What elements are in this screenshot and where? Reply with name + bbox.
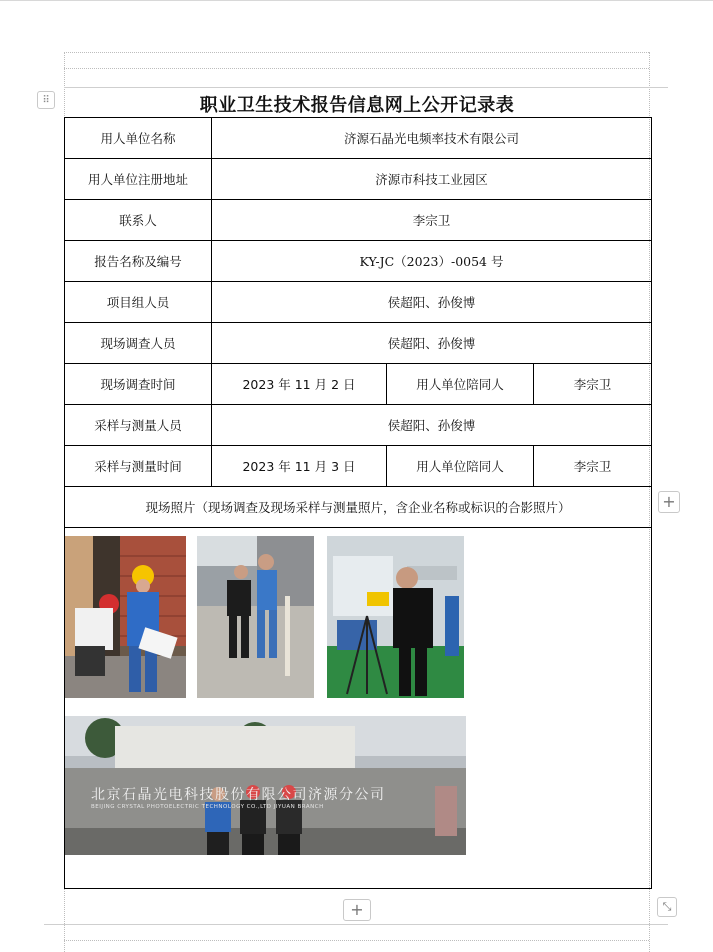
survey-staff-value[interactable]: 侯超阳、孙俊博 [212, 323, 652, 364]
table-row [65, 528, 652, 889]
unit-address-label: 用人单位注册地址 [65, 159, 212, 200]
photos-heading: 现场照片（现场调查及现场采样与测量照片，含企业名称或标识的合影照片） [65, 487, 652, 528]
survey-staff-label: 现场调查人员 [65, 323, 212, 364]
sampling-staff-label: 采样与测量人员 [65, 405, 212, 446]
table-row [65, 118, 652, 159]
sampling-time-label: 采样与测量时间 [65, 446, 212, 487]
team-value[interactable]: 侯超阳、孙俊博 [212, 282, 652, 323]
sampling-staff-value[interactable]: 侯超阳、孙俊博 [212, 405, 652, 446]
table-row [65, 405, 652, 446]
resize-icon: ⤡ [662, 900, 672, 913]
sign-text: 北京石晶光电科技股份有限公司济源分公司 [91, 787, 386, 803]
table-row [65, 282, 652, 323]
drag-handle-icon: ⠿ [42, 94, 50, 106]
plus-icon: + [662, 492, 676, 511]
page-guide-top [64, 52, 649, 53]
table-row [65, 241, 652, 282]
site-photo-3[interactable] [327, 536, 464, 698]
table-row [65, 446, 652, 487]
sampling-companion-value[interactable]: 李宗卫 [534, 446, 652, 487]
contact-value[interactable]: 李宗卫 [212, 200, 652, 241]
add-row-button[interactable] [343, 899, 371, 921]
editor-top-border [0, 0, 713, 1]
survey-companion-value[interactable]: 李宗卫 [534, 364, 652, 405]
unit-address-value[interactable]: 济源市科技工业园区 [212, 159, 652, 200]
team-label: 项目组人员 [65, 282, 212, 323]
site-photo-1[interactable] [65, 536, 186, 698]
survey-time-label: 现场调查时间 [65, 364, 212, 405]
sampling-time-value[interactable]: 2023 年 11 月 3 日 [212, 446, 387, 487]
page-guide-bottom-2 [64, 940, 649, 941]
sampling-companion-label: 用人单位陪同人 [387, 446, 534, 487]
table-row [65, 487, 652, 528]
contact-label: 联系人 [65, 200, 212, 241]
record-table [64, 117, 652, 889]
unit-name-value[interactable]: 济源石晶光电频率技术有限公司 [212, 118, 652, 159]
site-photo-2[interactable] [197, 536, 314, 698]
plus-icon: + [350, 900, 364, 919]
table-drag-handle[interactable] [37, 91, 55, 109]
table-row [65, 159, 652, 200]
table-row [65, 323, 652, 364]
table-row [65, 364, 652, 405]
unit-name-label: 用人单位名称 [65, 118, 212, 159]
survey-time-value[interactable]: 2023 年 11 月 2 日 [212, 364, 387, 405]
sign-subtext: BEIJING CRYSTAL PHOTOELECTRIC TECHNOLOGY CO.,LTD JIYUAN BRANCH [91, 804, 324, 810]
group-photo[interactable] [65, 716, 466, 855]
add-column-button[interactable] [658, 491, 680, 513]
photos-cell[interactable] [65, 528, 652, 889]
footer-margin-line [44, 924, 668, 925]
survey-companion-label: 用人单位陪同人 [387, 364, 534, 405]
header-margin-line [64, 87, 668, 88]
report-label: 报告名称及编号 [65, 241, 212, 282]
table-row [65, 200, 652, 241]
table-resize-handle[interactable] [657, 897, 677, 917]
document-title: 职业卫生技术报告信息网上公开记录表 [199, 95, 515, 116]
page-guide-top-2 [64, 68, 649, 69]
report-value[interactable]: KY-JC（2023）-0054 号 [212, 241, 652, 282]
